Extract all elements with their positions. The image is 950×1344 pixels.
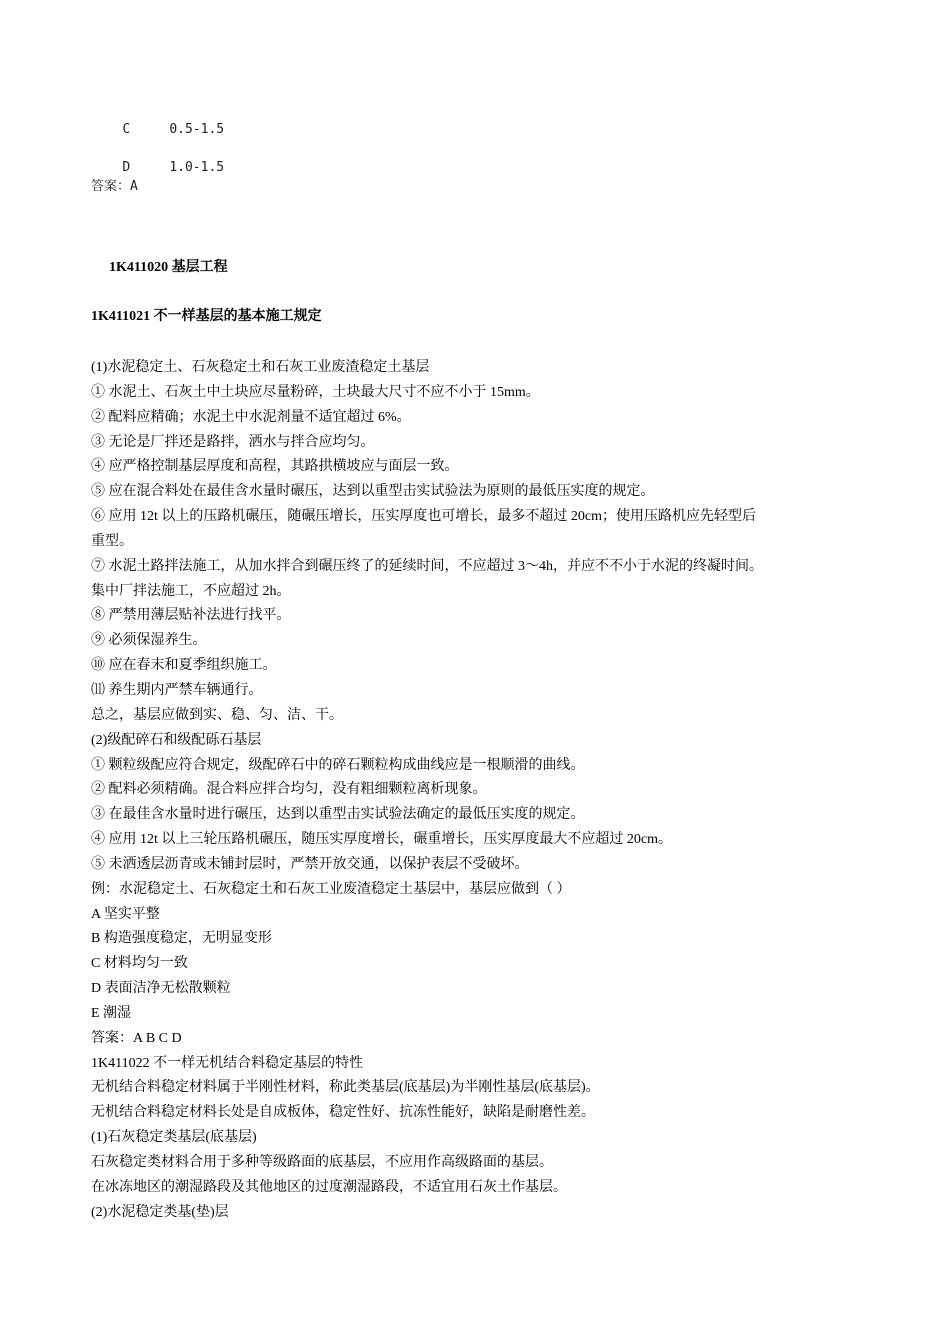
body-line: ② 配料必须精确。混合料应拌合均匀，没有粗细颗粒离析现象。: [91, 782, 487, 798]
body-line: ⑦ 水泥土路拌法施工，从加水拌合到碾压终了的延续时间，不应超过 3～4h，并应不不小于水泥的终凝时间。: [91, 558, 763, 574]
body-line: E 潮湿: [91, 1005, 132, 1021]
body-line: ① 颗粒级配应符合规定，级配碎石中的碎石颗粒构成曲线应是一根顺滑的曲线。: [91, 757, 585, 773]
body-line: (2)级配碎石和级配砾石基层: [91, 732, 262, 748]
body-line: ④ 应严格控制基层厚度和高程，其路拱横坡应与面层一致。: [91, 459, 459, 475]
body-line: (2)水泥稳定类基(垫)层: [91, 1204, 229, 1220]
body-line: ③ 无论是厂拌还是路拌，洒水与拌合应均匀。: [91, 434, 375, 450]
body-line: 无机结合料稳定材料属于半刚性材料，称此类基层(底基层)为半刚性基层(底基层)。: [91, 1080, 600, 1096]
body-line: (1)水泥稳定土、石灰稳定土和石灰工业废渣稳定土基层: [91, 360, 430, 375]
body-line: 在冰冻地区的潮湿路段及其他地区的过度潮湿路段，不适宜用石灰土作基层。: [91, 1179, 567, 1195]
body-line: (1)石灰稳定类基层(底基层): [91, 1130, 257, 1146]
body-line: ⑩ 应在春末和夏季组织施工。: [91, 658, 277, 674]
body-line: ② 配料应精确；水泥土中水泥剂量不适宜超过 6%。: [91, 409, 411, 425]
body-line: ④ 应用 12t 以上三轮压路机碾压，随压实厚度增长，碾重增长，压实厚度最大不应超过 20cm。: [91, 832, 672, 848]
body-line: ⑨ 必须保湿养生。: [91, 633, 207, 649]
body-line: 石灰稳定类材料合用于多种等级路面的底基层，不应用作高级路面的基层。: [91, 1155, 553, 1170]
body-line: C 材料均匀一致: [91, 956, 188, 972]
option-c-value: 0.5-1.5: [169, 122, 225, 137]
body-line: ⑤ 应在混合料处在最佳含水量时碾压，达到以重型击实试验法为原则的最低压实度的规定。: [91, 484, 655, 500]
body-line: ⑥ 应用 12t 以上的压路机碾压，随碾压增长，压实厚度也可增长，最多不超过 20cm；使用压路机应先轻型后: [91, 509, 756, 525]
body-line: ① 水泥土、石灰土中土块应尽量粉碎，土块最大尺寸不应不小于 15mm。: [91, 384, 540, 400]
body-line: ⑾ 养生期内严禁车辆通行。: [91, 682, 263, 698]
body-line: 1K411022 不一样无机结合料稳定基层的特性: [91, 1055, 364, 1071]
body-line: ⑧ 严禁用薄层贴补法进行找平。: [91, 608, 291, 624]
option-d-value: 1.0-1.5: [169, 160, 225, 175]
option-c-letter: C: [122, 122, 131, 137]
body-line: 无机结合料稳定材料长处是自成板体，稳定性好、抗冻性能好，缺陷是耐磨性差。: [91, 1105, 595, 1121]
body-line: B 构造强度稳定，无明显变形: [91, 931, 272, 947]
body-line: 例：水泥稳定土、石灰稳定土和石灰工业废渣稳定土基层中，基层应做到（ ）: [91, 881, 571, 897]
body-line: 答案：A B C D: [91, 1030, 182, 1046]
body-text: [91, 356, 866, 1226]
body-line: 集中厂拌法施工，不应超过 2h。: [91, 583, 291, 599]
body-line: 总之，基层应做到实、稳、匀、洁、干。: [91, 707, 343, 723]
body-line: ③ 在最佳含水量时进行碾压，达到以重型击实试验法确定的最低压实度的规定。: [91, 807, 585, 823]
body-line: D 表面洁净无松散颗粒: [91, 981, 231, 997]
top-answer: 答案：A: [91, 179, 138, 194]
section-heading-1k411020: 1K411020 基层工程: [109, 260, 228, 275]
body-line: 重型。: [91, 533, 133, 549]
body-line: A 坚实平整: [91, 906, 160, 922]
body-line: ⑤ 未洒透层沥青或未铺封层时，严禁开放交通，以保护表层不受破坏。: [91, 856, 529, 872]
option-d-letter: D: [122, 160, 131, 175]
section-heading-1k411021: 1K411021 不一样基层的基本施工规定: [91, 309, 322, 324]
